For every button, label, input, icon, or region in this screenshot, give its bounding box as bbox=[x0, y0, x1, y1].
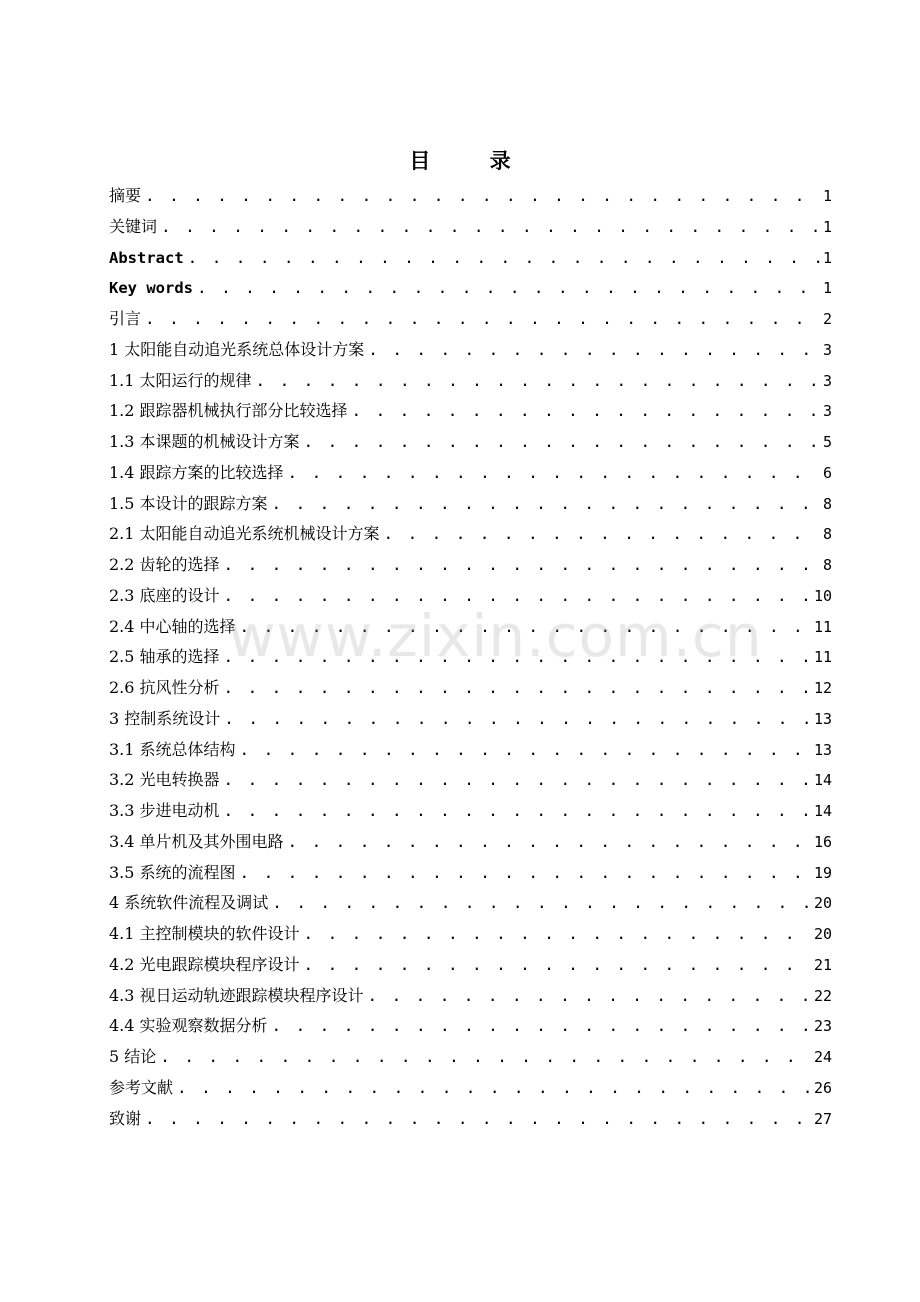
toc-entry-label: 1.2 跟踪器机械执行部分比较选择 bbox=[109, 401, 348, 421]
toc-entry-label: 3.5 系统的流程图 bbox=[109, 862, 236, 882]
toc-entry-label: 2.3 底座的设计 bbox=[109, 585, 220, 605]
dot-leader bbox=[145, 1104, 811, 1134]
toc-entry[interactable] bbox=[109, 458, 832, 489]
dot-leader bbox=[352, 396, 820, 426]
dot-leader bbox=[272, 888, 811, 918]
toc-entry-page: 21 bbox=[813, 955, 832, 974]
toc-entry[interactable] bbox=[109, 919, 832, 950]
toc-entry[interactable] bbox=[109, 704, 832, 735]
dot-leader bbox=[224, 673, 811, 703]
toc-entry[interactable] bbox=[109, 181, 832, 212]
dot-leader bbox=[161, 212, 820, 242]
toc-entry-page: 23 bbox=[813, 1017, 832, 1036]
toc-entry[interactable] bbox=[109, 243, 832, 274]
toc-entry[interactable] bbox=[109, 642, 832, 673]
toc-entry-page: 10 bbox=[813, 586, 832, 605]
toc-entry-page: 3 bbox=[822, 371, 832, 390]
toc-entry-label: 4.4 实验观察数据分析 bbox=[109, 1016, 268, 1036]
toc-entry[interactable] bbox=[109, 396, 832, 427]
toc-entry[interactable] bbox=[109, 888, 832, 919]
toc-entry-label: 3.2 光电转换器 bbox=[109, 770, 220, 790]
toc-entry[interactable] bbox=[109, 519, 832, 550]
dot-leader bbox=[288, 458, 820, 488]
toc-entry[interactable] bbox=[109, 581, 832, 612]
toc-entry[interactable] bbox=[109, 427, 832, 458]
toc-entry-page: 19 bbox=[813, 863, 832, 882]
toc-entry[interactable] bbox=[109, 827, 832, 858]
toc-entry-label: 引言 bbox=[109, 309, 142, 328]
toc-entry[interactable] bbox=[109, 489, 832, 520]
toc-entry-label: 摘要 bbox=[109, 186, 142, 205]
toc-entry-label: Abstract bbox=[109, 248, 184, 267]
toc-entry-label: 参考文献 bbox=[109, 1077, 174, 1097]
toc-entry-page: 2 bbox=[822, 310, 832, 328]
toc-entry-page: 12 bbox=[813, 679, 832, 697]
toc-entry-label: Key words bbox=[109, 279, 193, 298]
dot-leader bbox=[145, 304, 820, 334]
toc-entry-page: 1 bbox=[822, 279, 832, 298]
toc-entry-page: 8 bbox=[822, 494, 832, 513]
toc-entry-label: 3.4 单片机及其外围电路 bbox=[109, 831, 284, 851]
toc-entry-page: 11 bbox=[813, 617, 832, 636]
toc-entry-label: 4.1 主控制模块的软件设计 bbox=[109, 924, 300, 943]
toc-entry[interactable] bbox=[109, 550, 832, 581]
dot-leader bbox=[197, 273, 820, 303]
dot-leader bbox=[368, 335, 820, 365]
toc-entry-label: 2.5 轴承的选择 bbox=[109, 647, 220, 667]
toc-entry-page: 22 bbox=[813, 986, 832, 1005]
toc-entry-label: 3.3 步进电动机 bbox=[109, 801, 220, 820]
toc-entry-page: 1 bbox=[822, 187, 832, 205]
toc-entry-label: 关键词 bbox=[109, 216, 158, 236]
toc-entry[interactable] bbox=[109, 735, 832, 766]
toc-entry-page: 14 bbox=[813, 771, 832, 790]
toc-entry-label: 2.4 中心轴的选择 bbox=[109, 616, 236, 636]
toc-title: 目 录 bbox=[409, 148, 537, 173]
toc-entry-label: 1.5 本设计的跟踪方案 bbox=[109, 493, 268, 513]
dot-leader bbox=[288, 827, 811, 857]
toc-entry-label: 1.1 太阳运行的规律 bbox=[109, 370, 252, 390]
toc-entry[interactable] bbox=[109, 673, 832, 704]
toc-entry-label: 2.1 太阳能自动追光系统机械设计方案 bbox=[109, 524, 380, 544]
toc-entry-label: 4.3 视日运动轨迹跟踪模块程序设计 bbox=[109, 985, 364, 1005]
watermark: www.zixin.com.cn bbox=[228, 602, 763, 670]
toc-entry[interactable] bbox=[109, 212, 832, 243]
toc-entry[interactable] bbox=[109, 335, 832, 366]
toc-entry[interactable] bbox=[109, 1073, 832, 1104]
toc-entry-page: 26 bbox=[813, 1078, 832, 1097]
toc-entry[interactable] bbox=[109, 273, 832, 304]
toc-entry-page: 3 bbox=[822, 340, 832, 359]
toc-entry-label: 4 系统软件流程及调试 bbox=[109, 893, 269, 913]
dot-leader bbox=[224, 765, 811, 795]
toc-entry-label: 2.2 齿轮的选择 bbox=[109, 555, 220, 574]
dot-leader bbox=[160, 1042, 811, 1072]
toc-entry-page: 27 bbox=[813, 1109, 832, 1128]
toc-entry-label: 2.6 抗风性分析 bbox=[109, 678, 220, 697]
toc-entry-page: 24 bbox=[813, 1048, 832, 1066]
toc-entry[interactable] bbox=[109, 304, 832, 335]
toc-entry[interactable] bbox=[109, 366, 832, 397]
dot-leader bbox=[272, 489, 820, 519]
toc-entry-label: 5 结论 bbox=[109, 1047, 157, 1066]
toc-entry-label: 4.2 光电跟踪模块程序设计 bbox=[109, 954, 300, 974]
dot-leader bbox=[256, 366, 820, 396]
toc-entry[interactable] bbox=[109, 1011, 832, 1042]
toc-entry-page: 6 bbox=[822, 463, 832, 482]
toc-entry-page: 8 bbox=[822, 525, 832, 544]
toc-entry-page: 11 bbox=[813, 648, 832, 667]
toc-entry-page: 5 bbox=[822, 433, 832, 451]
dot-leader bbox=[240, 735, 811, 765]
dot-leader bbox=[224, 550, 820, 580]
toc-entry-page: 14 bbox=[813, 802, 832, 820]
dot-leader bbox=[224, 704, 811, 734]
dot-leader bbox=[224, 796, 811, 826]
toc-entry[interactable] bbox=[109, 950, 832, 981]
toc-list bbox=[109, 181, 832, 1134]
dot-leader bbox=[384, 519, 820, 549]
dot-leader bbox=[240, 612, 811, 642]
toc-entry-page: 20 bbox=[813, 925, 832, 943]
dot-leader bbox=[240, 858, 811, 888]
dot-leader bbox=[304, 427, 820, 457]
toc-entry-page: 3 bbox=[822, 402, 832, 421]
dot-leader bbox=[224, 581, 811, 611]
toc-entry-page: 13 bbox=[813, 709, 832, 728]
toc-entry-label: 致谢 bbox=[109, 1108, 142, 1128]
dot-leader bbox=[304, 919, 811, 949]
toc-entry-label: 1.4 跟踪方案的比较选择 bbox=[109, 462, 284, 482]
toc-entry-label: 1.3 本课题的机械设计方案 bbox=[109, 432, 300, 451]
toc-entry-page: 1 bbox=[822, 248, 832, 267]
dot-leader bbox=[177, 1073, 811, 1103]
toc-entry-label: 3 控制系统设计 bbox=[109, 708, 221, 728]
dot-leader bbox=[224, 642, 811, 672]
toc-entry-label: 1 太阳能自动追光系统总体设计方案 bbox=[109, 339, 365, 359]
dot-leader bbox=[188, 243, 820, 273]
toc-entry[interactable] bbox=[109, 612, 832, 643]
toc-entry[interactable] bbox=[109, 765, 832, 796]
toc-entry[interactable] bbox=[109, 1104, 832, 1135]
dot-leader bbox=[368, 981, 811, 1011]
toc-entry[interactable] bbox=[109, 858, 832, 889]
toc-entry-page: 1 bbox=[822, 217, 832, 236]
toc-entry[interactable] bbox=[109, 796, 832, 827]
toc-entry-page: 16 bbox=[813, 832, 832, 851]
toc-entry[interactable] bbox=[109, 1042, 832, 1073]
toc-entry[interactable] bbox=[109, 981, 832, 1012]
dot-leader bbox=[145, 181, 820, 211]
toc-entry-page: 8 bbox=[822, 556, 832, 574]
dot-leader bbox=[304, 950, 811, 980]
toc-entry-page: 20 bbox=[813, 894, 832, 913]
dot-leader bbox=[272, 1011, 811, 1041]
toc-entry-page: 13 bbox=[813, 740, 832, 759]
toc-entry-label: 3.1 系统总体结构 bbox=[109, 739, 236, 759]
